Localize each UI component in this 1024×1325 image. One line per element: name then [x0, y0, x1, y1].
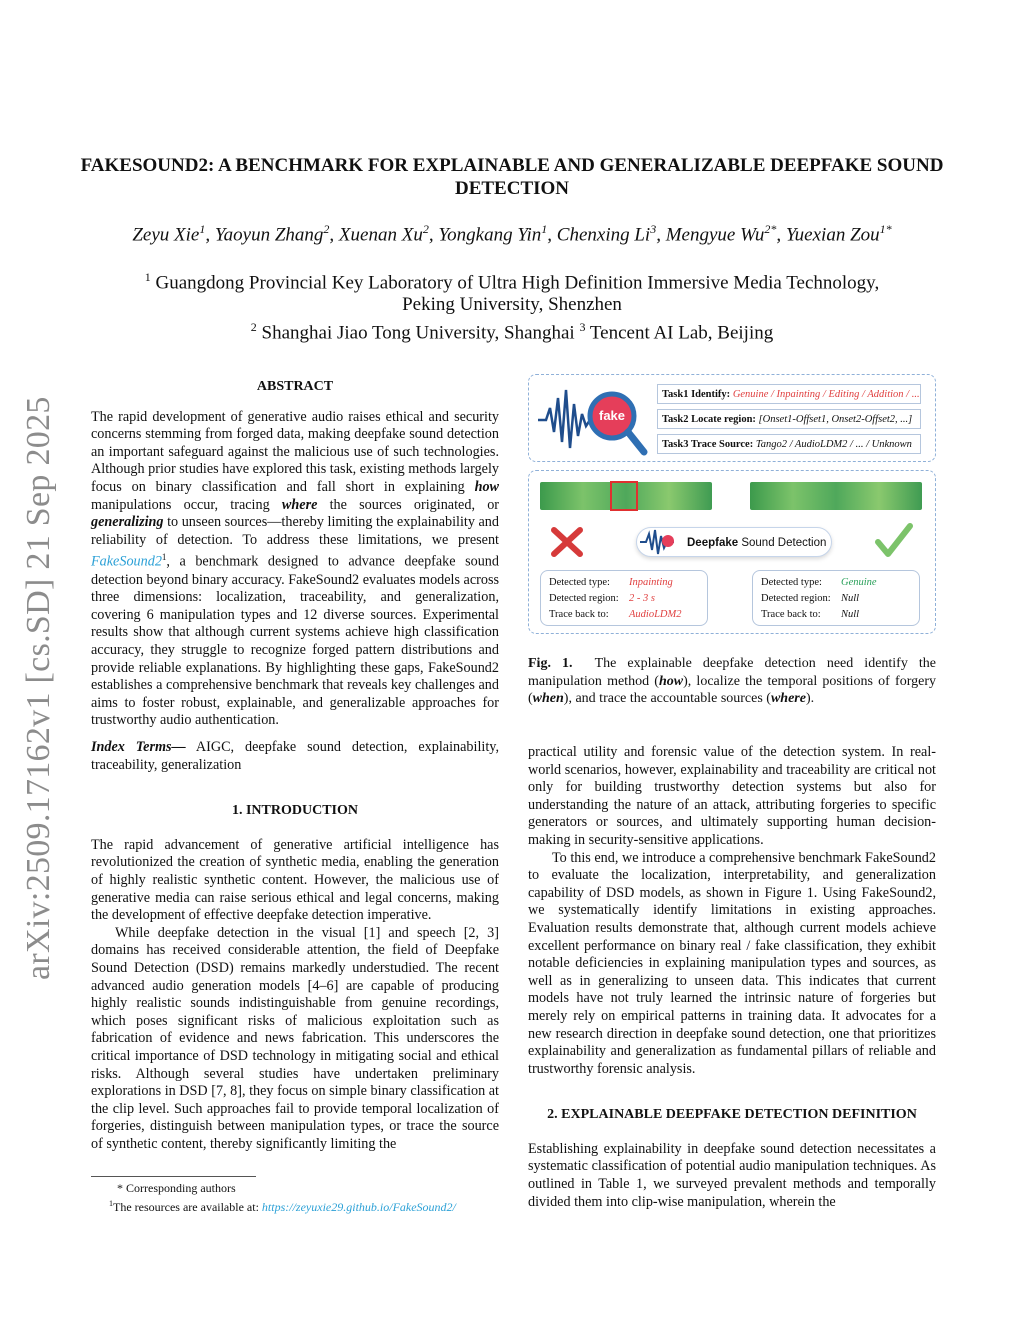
dsd-badge: Deepfake Sound Detection — [636, 527, 832, 557]
result-box-fake: Detected type: Inpainting Detected region: 2 - 3 s Trace back to: AudioLDM2 — [540, 570, 708, 626]
task2-box: Task2 Locate region: [Onset1-Offset1, Onset2-Offset2, ...] — [657, 409, 921, 429]
affiliation-line: Shanghai Jiao Tong University, Shanghai — [261, 322, 575, 344]
spectrogram-genuine — [750, 482, 922, 510]
body-paragraph: To this end, we introduce a comprehensive benchmark FakeSound2 to evaluate the localization, interpretability, and generalization capability of DSD models, as shown in Figure 1. Using FakeSound2, we systematically identify limitations in existing approaches. Evaluation results demonstrate that, although current models achieve excellent performance on binary real / fake classification, they exhibit notable deficiencies in explaining manipulation types and sources, as well as in generalizing to unseen data. This indicates that current models have not truly learned the intrinsic nature of forgeries but merely rely on empirical patterns in training data. It advocates for a new research direction in deepfake sound detection, one that prioritizes explainability and generalization as fundamental pillars of reliable and trustworthy forensic analysis. — [528, 849, 936, 1077]
body-paragraph: practical utility and forensic value of the detection system. In real-world scenarios, however, explainability and traceability are critical not only for building trustworthy detection systems but also for understanding the nature of an attack, attributing forgeries to specific generators or sources, and ultimately supporting human decision-making in security-sensitive applications. — [528, 744, 936, 848]
task1-box: Task1 Identify: Genuine / Inpainting / Editing / Addition / ... — [657, 384, 921, 404]
affiliations: $^1$ Guangdong Provincial Key Laboratory of Ultra High Definition Immersive Media Technology, Peking University, Shenzhen $^2$ Shanghai Jiao Tong University, Shanghai $^3$ Tencent AI Lab, Beijing — [60, 266, 964, 345]
author: Xuenan Xu — [338, 224, 423, 246]
result-box-genuine: Detected type: Genuine Detected region: Null Trace back to: Null — [752, 570, 920, 626]
intro-paragraph: The rapid advancement of generative artificial intelligence has revolutionized the creation of synthetic media, enabling the generation of highly realistic synthetic content. However, the malicious use of generative media can raise serious ethical and legal concerns, making the development of effective deepfake detection imperative. — [91, 836, 499, 924]
paper-title: FAKESOUND2: A BENCHMARK FOR EXPLAINABLE AND GENERALIZABLE DEEPFAKE SOUND DETECTION — [80, 155, 944, 199]
fake-logo-text: fake — [598, 408, 626, 423]
left-column — [91, 378, 499, 1153]
abstract-heading: ABSTRACT — [256, 379, 334, 394]
resources-url[interactable]: https://zeyuxie29.github.io/FakeSound2/ — [261, 1200, 456, 1214]
footnote-divider — [91, 1176, 256, 1177]
affiliation-line: Tencent AI Lab, Beijing — [589, 322, 774, 344]
forgery-region-marker — [610, 481, 638, 511]
affiliation-line: Guangdong Provincial Key Laboratory of Ultra High Definition Immersive Media Technology, — [155, 272, 880, 294]
affiliation-line: Peking University, Shenzhen — [402, 294, 622, 316]
author: Zeyu Xie — [132, 224, 200, 246]
author-list: Zeyu Xie$^1$, Yaoyun Zhang$^2$, Xuenan Xu$^2$, Yongkang Yin$^1$, Chenxing Li$^3$, Mengyue $Wu^{2*}$, Yuexian Zou$^{1*}$ — [132, 222, 892, 246]
index-terms: Index Terms— AIGC, deepfake sound detection, explainability, traceability, generalization — [91, 739, 500, 773]
check-mark-icon — [874, 522, 914, 560]
footnotes — [91, 1176, 511, 1215]
author: Chenxing Li — [556, 224, 651, 246]
abstract-body: The rapid development of generative audio raises ethical and security concerns stemming from forged data, making deepfake sound detection an important safeguard against the malicious use of such technologies. Although prior studies have explored this task, existing methods largely focus on binary classification and fall short in explaining how manipulations occur, tracing where the sources originated, or generalizing to unseen sources—thereby limiting the explainability and reliability of detection. To address these limitations, we present $FakeSound2^1$, a benchmark designed to advance deepfake sound detection beyond binary accuracy. FakeSound2 evaluates models across three dimensions: localization, traceability, and generalization, covering 6 manipulation types and 12 diverse sources. Experimental results show that although current systems achieve high classification accuracy, they struggle to recognize forged pattern distributions and provide reliable explanations. By highlighting these gaps, FakeSound2 establishes a comprehensive benchmark that reveals key challenges and aims to foster robust, explainable, and generalizable approaches for trustworthy audio authentication. — [91, 408, 500, 729]
intro-heading: 1. INTRODUCTION — [231, 803, 358, 819]
author: Yongkang Yin — [438, 224, 542, 246]
footnote-corresponding: * Corresponding authors — [117, 1181, 236, 1195]
project-link[interactable]: FakeSound2 — [91, 554, 162, 571]
author: Yaoyun Zhang — [214, 224, 324, 246]
cross-mark-icon — [548, 524, 588, 560]
author: Yuexian Zou — [785, 224, 880, 246]
arxiv-stamp: arXiv:2509.17162v1 [cs.SD] 21 Sep 2025 — [20, 396, 57, 980]
intro-paragraph: While deepfake detection in the visual [1] and speech [2, 3] domains has received considerable attention, the field of Deepfake Sound Detection (DSD) remains markedly understudied. The recent advanced audio generation models [4–6] are capable of producing highly realistic sounds indistinguishable from genuine recordings, which poses significant risks of malicious exploitation such as fabrication of evidence and news fabrication. This underscores the critical importance of DSD technology in mitigating social and ethical risks. Although several studies have undertaken preliminary explorations in DSD [7, 8], they focus on simple binary classification at the clip level. Such approaches fail to provide temporal localization of forgeries, distinguish between manipulation types, or trace the source of synthetic content, thereby significantly limiting the — [91, 924, 499, 1152]
task3-box: Task3 Trace Source: Tango2 / AudioLDM2 / ... / Unknown — [657, 434, 921, 454]
fake-magnifier-icon — [536, 380, 648, 458]
body-paragraph: Establishing explainability in deepfake sound detection necessitates a systematic classification of potential audio manipulation techniques. As outlined in Table 1, we surveyed prevalent methods and temporally divided them into clip-wise manipulation, wherein the — [528, 1140, 936, 1210]
author: Mengyue Wu — [665, 224, 765, 246]
waveform-icon — [638, 528, 678, 556]
section2-heading: 2. EXPLAINABLE DEEPFAKE DETECTION DEFINITION — [547, 1107, 917, 1123]
figure-caption: Fig. 1. The explainable deepfake detection need identify the manipulation method (how), localize the temporal positions of forgery (when), and trace the accountable sources (where). — [528, 656, 936, 707]
figure-1 — [528, 374, 936, 634]
footnote-resources: $^1$The resources are available at: https://zeyuxie29.github.io/FakeSound2/ — [109, 1199, 456, 1214]
right-column — [528, 744, 936, 1211]
